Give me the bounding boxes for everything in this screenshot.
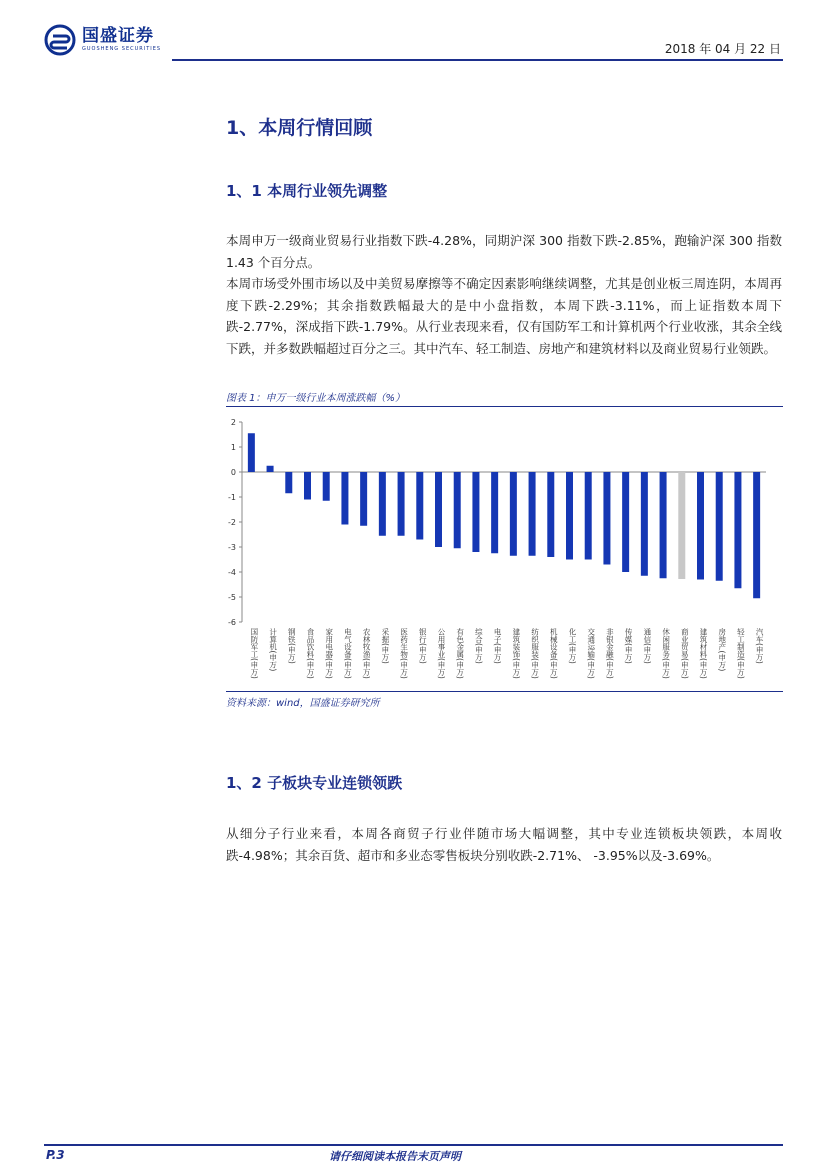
bar-11 <box>454 472 461 548</box>
bar-18 <box>585 472 592 560</box>
header-divider <box>172 59 783 61</box>
x-tick-label: 公用事业(申万) <box>437 628 446 679</box>
x-tick-label: 电子(申万) <box>493 628 503 664</box>
y-tick-label: 0 <box>230 468 236 477</box>
brand-name-en: GUOSHENG SECURITIES <box>82 46 162 52</box>
x-tick-label: 食品饮料(申万) <box>306 628 315 679</box>
x-tick-label: 采掘(申万) <box>380 628 390 664</box>
y-tick-label: 2 <box>230 418 236 427</box>
subsection-1-1-body <box>226 230 782 359</box>
y-tick-label: -6 <box>228 618 236 627</box>
section-title: 1、本周行情回顾 <box>226 117 373 139</box>
bar-26 <box>734 472 741 588</box>
x-tick-label: 农林牧渔(申万) <box>362 628 372 679</box>
bar-20 <box>622 472 629 572</box>
x-tick-label: 纺织服装(申万) <box>530 628 540 679</box>
bar-27 <box>753 472 760 598</box>
x-tick-label: 交通运输(申万) <box>586 628 596 679</box>
footer-divider <box>44 1144 783 1146</box>
x-tick-label: 轻工制造(申万) <box>736 628 746 679</box>
subsection-title-1-2: 1、2 子板块专业连锁领跌 <box>226 774 403 792</box>
y-tick-label: -5 <box>228 593 236 602</box>
y-tick-label: 1 <box>230 443 236 452</box>
figure-title: 图表 1：申万一级行业本周涨跌幅（%） <box>226 393 406 404</box>
y-tick-label: -4 <box>228 568 236 577</box>
x-tick-label: 医药生物(申万) <box>399 628 409 679</box>
x-tick-label: 机械设备(申万) <box>549 628 559 679</box>
bar-0 <box>248 433 255 472</box>
paragraph: 从细分子行业来看，本周各商贸子行业伴随市场大幅调整，其中专业连锁板块领跌，本周收跌-4.98%；其余百货、超市和多业态零售板块分别收跌-2.71%、 -3.95%以及-3.69%。 <box>226 826 782 863</box>
bar-23 <box>678 472 685 579</box>
bar-22 <box>660 472 667 578</box>
x-tick-label: 汽车(申万) <box>755 628 765 664</box>
bar-12 <box>472 472 479 552</box>
bar-9 <box>416 472 423 540</box>
figure-bottom-rule <box>226 691 783 692</box>
page-number: P.3 <box>46 1148 65 1162</box>
footer-disclaimer: 请仔细阅读本报告末页声明 <box>329 1150 461 1163</box>
bar-25 <box>716 472 723 581</box>
x-tick-label: 非银金融(申万) <box>605 628 615 679</box>
bar-4 <box>323 472 330 501</box>
x-tick-label: 有色金属(申万) <box>455 628 465 679</box>
bar-17 <box>566 472 573 560</box>
x-tick-label: 综合(申万) <box>474 628 484 664</box>
y-tick-label: -1 <box>228 493 236 502</box>
brand-name-cn: 国盛证券 <box>82 26 154 46</box>
bar-5 <box>341 472 348 525</box>
bar-6 <box>360 472 367 526</box>
logo-icon <box>44 24 76 56</box>
x-tick-label: 电气设备(申万) <box>343 628 353 679</box>
bar-14 <box>510 472 517 556</box>
bar-16 <box>547 472 554 557</box>
bar-3 <box>304 472 311 500</box>
x-tick-label: 建筑装饰(申万) <box>511 628 521 679</box>
x-tick-label: 国防军工(申万) <box>249 628 259 679</box>
paragraph: 本周申万一级商业贸易行业指数下跌-4.28%，同期沪深 300 指数下跌-2.85%，跑输沪深 300 指数 1.43 个百分点。 <box>226 233 782 270</box>
x-tick-label: 家用电器(申万) <box>324 628 334 679</box>
x-tick-label: 商业贸易(申万) <box>680 628 690 679</box>
x-tick-label: 建筑材料(申万) <box>699 628 708 679</box>
bar-19 <box>603 472 610 565</box>
subsection-title-1-1: 1、1 本周行业领先调整 <box>226 182 388 200</box>
y-tick-label: -3 <box>228 543 236 552</box>
x-tick-label: 休闲服务(申万) <box>661 628 671 679</box>
bar-24 <box>697 472 704 580</box>
figure-source: 资料来源：wind，国盛证券研究所 <box>226 698 380 709</box>
bar-15 <box>529 472 536 556</box>
bar-10 <box>435 472 442 547</box>
x-tick-label: 传媒(申万) <box>624 628 634 664</box>
figure-top-rule <box>226 406 783 407</box>
industry-bar-chart <box>226 410 783 690</box>
bar-8 <box>398 472 405 536</box>
bar-1 <box>267 466 274 472</box>
x-tick-label: 化工(申万) <box>568 628 577 664</box>
bar-7 <box>379 472 386 536</box>
paragraph: 本周市场受外围市场以及中美贸易摩擦等不确定因素影响继续调整，尤其是创业板三周连阴，本周再度下跌-2.29%；其余指数跌幅最大的是中小盘指数，本周下跌-3.11%，而上证指数本周下跌-2.77%，深成指下跌-1.79%。从行业表现来看，仅有国防军工和计算机两个行业收涨，其余全线下跌，并多数跌幅超过百分之三。其中汽车、轻工制造、房地产和建筑材料以及商业贸易行业领跌。 <box>226 276 782 356</box>
x-tick-label: 银行(申万) <box>418 628 428 664</box>
brand-logo <box>44 24 161 56</box>
report-date: 2018 年 04 月 22 日 <box>664 42 781 56</box>
x-tick-label: 钢铁(申万) <box>287 628 297 664</box>
x-tick-label: 通信(申万) <box>642 628 652 664</box>
bar-13 <box>491 472 498 553</box>
bar-21 <box>641 472 648 576</box>
x-tick-label: 房地产(申万) <box>717 628 727 672</box>
subsection-1-2-body <box>226 823 782 866</box>
x-tick-label: 计算机(申万) <box>268 628 278 672</box>
bar-2 <box>285 472 292 493</box>
y-tick-label: -2 <box>228 518 236 527</box>
